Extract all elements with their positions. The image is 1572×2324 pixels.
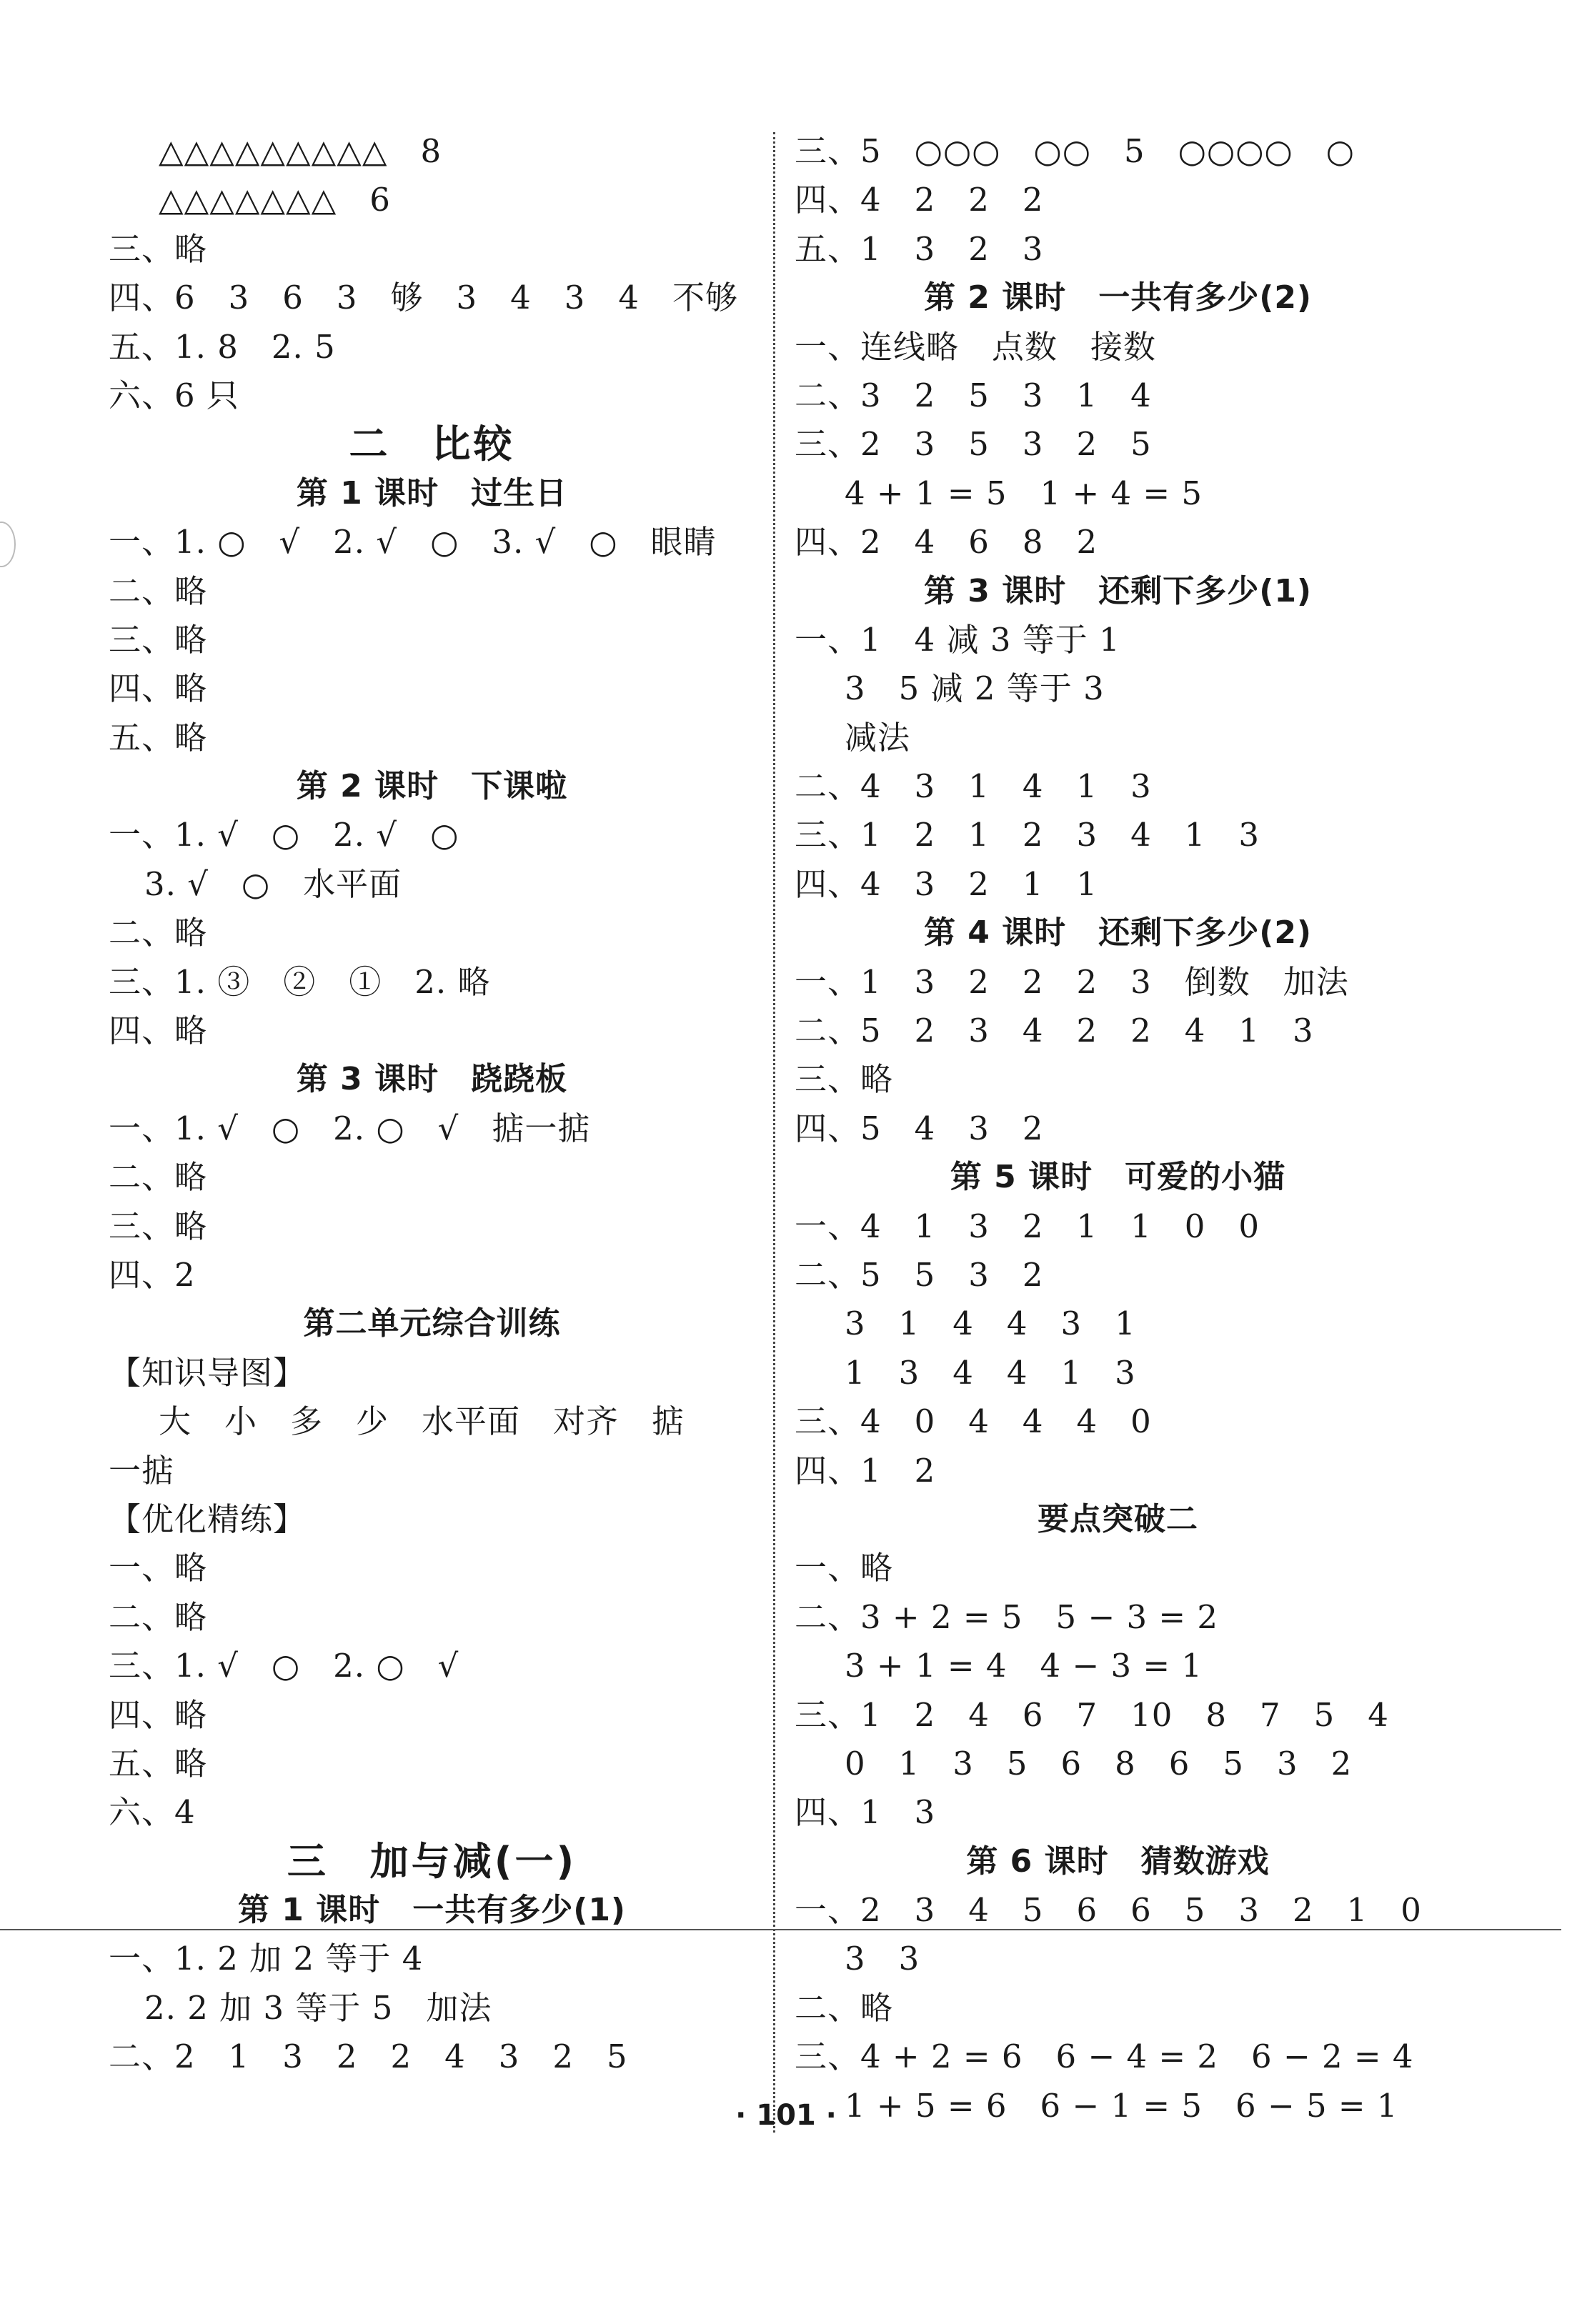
answer-line: 二、3 + 2 = 5 5 − 3 = 2 — [795, 1597, 1219, 1636]
answer-line: 二、略 — [795, 1988, 894, 2027]
answer-line: 三、略 — [109, 229, 208, 268]
answer-line: 一、1. 2 加 2 等于 4 — [109, 1940, 424, 1978]
column-divider — [773, 132, 775, 2133]
answer-line: 三、1. √ ○ 2. ○ √ — [109, 1647, 459, 1685]
answer-line: 四、5 4 3 2 — [795, 1109, 1044, 1147]
answer-line: 二、2 1 3 2 2 4 3 2 5 — [109, 2038, 628, 2076]
answer-line: 四、略 — [109, 1695, 208, 1734]
answer-line: 二、5 2 3 4 2 2 4 1 3 — [795, 1012, 1314, 1050]
lesson-heading: 第 2 课时 下课啦 — [296, 768, 568, 805]
answer-line: 一、略 — [109, 1549, 208, 1587]
answer-line: 4 + 1 = 5 1 + 4 = 5 — [845, 474, 1203, 512]
answer-line: 三、4 + 2 = 6 6 − 4 = 2 6 − 2 = 4 — [795, 2038, 1414, 2076]
right-column — [795, 127, 1441, 2130]
answer-line: 三、略 — [109, 1207, 208, 1245]
answer-line: 四、4 3 2 1 1 — [795, 864, 1098, 903]
answer-line: 一、1. √ ○ 2. ○ √ 掂一掂 — [109, 1109, 591, 1147]
answer-line: 三、2 3 5 3 2 5 — [795, 425, 1152, 464]
answer-line: 3. √ ○ 水平面 — [144, 864, 402, 903]
answer-line: 三、略 — [109, 620, 208, 659]
answer-line: 一、1. √ ○ 2. √ ○ — [109, 816, 459, 854]
answer-line: △△△△△△△ 6 — [159, 181, 391, 219]
answer-line: 一、1 3 2 2 2 3 倒数 加法 — [795, 962, 1349, 1001]
answer-line: 四、4 2 2 2 — [795, 181, 1044, 219]
answer-line: 四、2 4 6 8 2 — [795, 523, 1098, 562]
unit-heading: 三 加与减(一) — [287, 1838, 577, 1884]
answer-line: 三、1 2 4 6 7 10 8 7 5 4 — [795, 1695, 1389, 1734]
answer-line: 四、略 — [109, 1012, 208, 1050]
answer-line: 3 5 减 2 等于 3 — [845, 669, 1105, 708]
answer-line: 一、2 3 4 5 6 6 5 3 2 1 0 — [795, 1891, 1422, 1930]
answer-line: 五、1. 8 2. 5 — [109, 327, 336, 366]
answer-line: 二、3 2 5 3 1 4 — [795, 376, 1152, 414]
answer-line: 二、4 3 1 4 1 3 — [795, 767, 1152, 806]
answer-line: 四、1 2 — [795, 1451, 936, 1490]
answer-line: 0 1 3 5 6 8 6 5 3 2 — [845, 1744, 1353, 1782]
answer-line: 三、5 ○○○ ○○ 5 ○○○○ ○ — [795, 132, 1355, 170]
answer-line: 四、2 — [109, 1255, 196, 1294]
lesson-heading: 第 5 课时 可爱的小猫 — [950, 1159, 1286, 1196]
left-column — [109, 127, 755, 2082]
answer-line: 一、4 1 3 2 1 1 0 0 — [795, 1207, 1260, 1245]
answer-line: 五、略 — [109, 1744, 208, 1782]
answer-line: 3 1 4 4 3 1 — [845, 1305, 1136, 1343]
answer-line: 2. 2 加 3 等于 5 加法 — [144, 1988, 492, 2027]
answer-line: 一、略 — [795, 1549, 894, 1587]
lesson-heading: 第 3 课时 跷跷板 — [296, 1061, 568, 1098]
lesson-heading: 第二单元综合训练 — [303, 1305, 561, 1342]
answer-line: 六、6 只 — [109, 376, 239, 414]
answer-line: 六、4 — [109, 1793, 196, 1832]
answer-line: 二、略 — [109, 914, 208, 952]
answer-line: △△△△△△△△△ 8 — [159, 132, 442, 170]
answer-line: 二、略 — [109, 1158, 208, 1197]
answer-line: 减法 — [845, 718, 911, 757]
lesson-heading: 第 1 课时 一共有多少(1) — [237, 1892, 627, 1929]
answer-line: 一、1. ○ √ 2. √ ○ 3. √ ○ 眼睛 — [109, 523, 717, 562]
horizontal-rule — [0, 1929, 1561, 1930]
lesson-heading: 第 2 课时 一共有多少(2) — [923, 279, 1313, 316]
section-label: 【知识导图】 — [109, 1353, 307, 1392]
answer-line: 四、1 3 — [795, 1793, 936, 1832]
answer-line: 二、5 5 3 2 — [795, 1255, 1044, 1294]
lesson-heading: 第 1 课时 过生日 — [296, 474, 568, 512]
lesson-heading: 要点突破二 — [1038, 1500, 1198, 1537]
answer-line: 1 3 4 4 1 3 — [845, 1353, 1136, 1392]
unit-heading: 二 比较 — [349, 422, 515, 467]
binding-hole-mark — [0, 522, 16, 567]
section-label: 【优化精练】 — [109, 1500, 307, 1538]
page-number: · 101 · — [735, 2099, 837, 2132]
answer-line: 大 小 多 少 水平面 对齐 掂 — [159, 1402, 685, 1441]
lesson-heading: 第 4 课时 还剩下多少(2) — [923, 914, 1313, 952]
lesson-heading: 第 3 课时 还剩下多少(1) — [923, 572, 1313, 609]
answer-line: 二、略 — [109, 1597, 208, 1636]
answer-line: 五、略 — [109, 718, 208, 757]
answer-line: 五、1 3 2 3 — [795, 229, 1044, 268]
answer-line: 二、略 — [109, 572, 208, 610]
lesson-heading: 第 6 课时 猜数游戏 — [966, 1842, 1270, 1880]
answer-line: 三、1 2 1 2 3 4 1 3 — [795, 816, 1260, 854]
answer-line: 1 + 5 = 6 6 − 1 = 5 6 − 5 = 1 — [845, 2086, 1398, 2125]
answer-line: 一、1 4 减 3 等于 1 — [795, 620, 1120, 659]
answer-line: 三、4 0 4 4 4 0 — [795, 1402, 1152, 1441]
answer-line: 3 + 1 = 4 4 − 3 = 1 — [845, 1647, 1203, 1685]
answer-line: 三、1. ③ ② ① 2. 略 — [109, 962, 491, 1001]
answer-line: 3 3 — [845, 1940, 920, 1978]
answer-line: 一、连线略 点数 接数 — [795, 327, 1157, 366]
answer-line: 一掂 — [109, 1451, 175, 1490]
answer-line: 四、6 3 6 3 够 3 4 3 4 不够 — [109, 279, 739, 317]
answer-line: 三、略 — [795, 1060, 894, 1099]
answer-line: 四、略 — [109, 669, 208, 708]
